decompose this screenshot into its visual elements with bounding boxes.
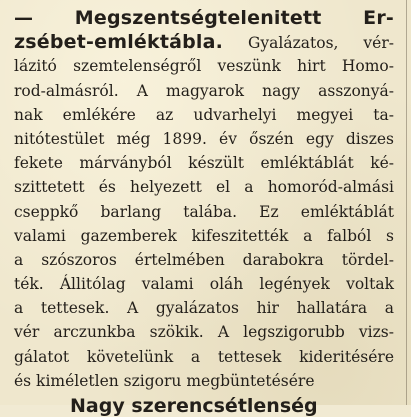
body-line-7: szittetett és helyezett el a homoród-almási bbox=[14, 178, 394, 197]
body-line-6: fekete márványból készült emléktáblát ké- bbox=[14, 154, 394, 173]
headline-line-2 bbox=[14, 30, 394, 54]
next-article-headline: Nagy szerencsétlenség bbox=[70, 395, 318, 417]
body-line-3: rod-almásról. A magyarok nagy asszonyá- bbox=[14, 81, 394, 100]
body-line-9: valami gazemberek kifeszitették a falból s bbox=[14, 226, 394, 245]
body-line-1: Gyalázatos, vér- bbox=[248, 34, 394, 53]
body-line-11: ték. Állitólag valami oláh legények voltak bbox=[14, 275, 394, 294]
body-line-10: a szószoros értelmében darabokra tördel- bbox=[14, 250, 394, 269]
body-line-15: és kiméletlen szigoru megbüntetésére bbox=[14, 371, 315, 390]
body-line-4: nak emlékére az udvarhelyi megyei ta- bbox=[14, 105, 394, 124]
body-line-13: vér arczunkba szökik. A legszigorubb vizs- bbox=[14, 323, 394, 342]
headline-tail: zsébet-emléktábla. bbox=[14, 31, 224, 54]
body-line-8: cseppkő barlang talába. Ez emléktáblát bbox=[14, 202, 394, 221]
body-line-5: nitótestület még 1899. év őszén egy diszes bbox=[14, 129, 394, 148]
column-rule bbox=[406, 0, 407, 405]
body-line-14: gálatot követelünk a tettesek kideritésére bbox=[14, 347, 394, 366]
article bbox=[14, 6, 394, 393]
headline-line-1: — Megszentségtelenitett Er- bbox=[14, 7, 394, 29]
body-line-12: a tettesek. A gyalázatos hir hallatára a bbox=[14, 299, 394, 318]
body-line-2: lázitó szemtelenségről veszünk hirt Homo- bbox=[14, 57, 394, 76]
